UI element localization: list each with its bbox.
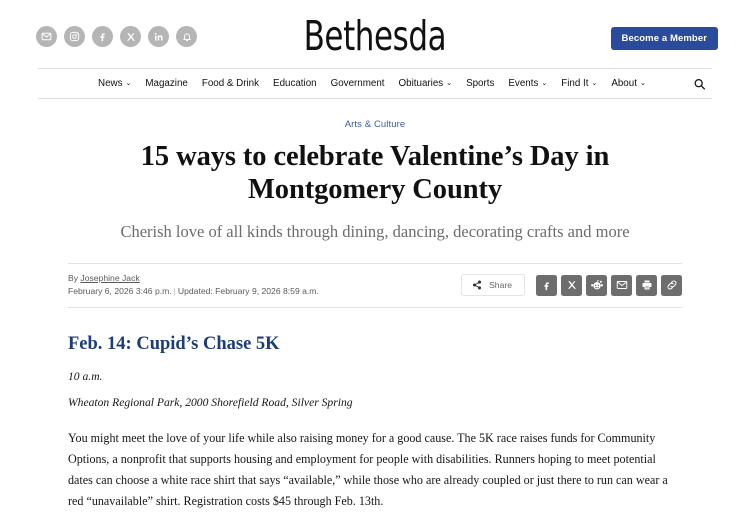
nav-item-events[interactable]: [508, 78, 547, 89]
nav-label: Magazine: [145, 78, 188, 89]
byline-author-line: [68, 272, 319, 285]
nav-item-obituaries[interactable]: [399, 78, 453, 89]
search-icon[interactable]: [693, 77, 706, 90]
section-heading[interactable]: Feb. 14: Cupid’s Chase 5K: [68, 333, 280, 354]
chevron-down-icon: ⌄: [541, 79, 548, 87]
share-x-button[interactable]: [561, 275, 582, 296]
main-navigation: [38, 68, 712, 99]
share-icon: [472, 280, 482, 290]
event-location: Wheaton Regional Park, 2000 Shorefield Road, Silver Spring: [68, 396, 353, 410]
nav-label: Education: [273, 78, 317, 89]
byline: [68, 272, 319, 299]
share-copy-link-button[interactable]: [661, 275, 682, 296]
reddit-icon: [591, 279, 603, 291]
link-icon: [666, 279, 678, 291]
share-print-button[interactable]: [636, 275, 657, 296]
article-category-link[interactable]: Arts & Culture: [344, 119, 406, 130]
facebook-icon[interactable]: [92, 26, 113, 47]
nav-item-food-and-drink[interactable]: [202, 78, 259, 89]
nav-label: Events: [508, 78, 539, 89]
share-reddit-button[interactable]: [586, 275, 607, 296]
site-logo[interactable]: Bethesda: [303, 12, 447, 60]
chevron-down-icon: ⌄: [125, 79, 132, 87]
email-icon[interactable]: [36, 26, 57, 47]
author-link[interactable]: Josephine Jack: [80, 273, 140, 284]
share-facebook-button[interactable]: [536, 275, 557, 296]
email-icon: [616, 279, 628, 291]
instagram-icon[interactable]: [64, 26, 85, 47]
nav-label: Government: [330, 78, 385, 89]
byline-separator: |: [173, 286, 176, 297]
updated-timestamp: Updated: February 9, 2026 8:59 a.m.: [177, 286, 319, 297]
share-email-button[interactable]: [611, 275, 632, 296]
nav-item-find-it[interactable]: [561, 78, 597, 89]
facebook-icon: [541, 280, 552, 291]
site-masthead: [0, 0, 750, 68]
page-title: 15 ways to celebrate Valentine’s Day in Montgomery County: [140, 141, 610, 206]
nav-item-education[interactable]: [273, 78, 317, 89]
nav-item-news[interactable]: [98, 78, 131, 89]
social-links: [36, 26, 197, 47]
article: [0, 119, 750, 512]
x-twitter-icon: [567, 280, 577, 290]
nav-label: About: [611, 78, 637, 89]
x-twitter-icon[interactable]: [120, 26, 141, 47]
nav-label: News: [98, 78, 123, 89]
byline-bar: [68, 263, 682, 308]
chevron-down-icon: ⌄: [591, 79, 598, 87]
linkedin-icon[interactable]: [148, 26, 169, 47]
event-time: 10 a.m.: [68, 369, 103, 383]
nav-item-list: [98, 78, 646, 89]
byline-prefix: By: [68, 273, 79, 284]
byline-timestamps: [68, 285, 319, 298]
share-bar: [461, 274, 682, 296]
nav-item-about[interactable]: [611, 78, 645, 89]
nav-item-government[interactable]: [331, 78, 385, 89]
published-timestamp: February 6, 2026 3:46 p.m.: [68, 286, 172, 297]
printer-icon: [641, 279, 653, 291]
share-label: Share: [489, 280, 512, 291]
nav-label: Food & Drink: [201, 78, 260, 89]
chevron-down-icon: ⌄: [639, 79, 646, 87]
nav-item-magazine[interactable]: [145, 78, 187, 89]
article-subtitle: Cherish love of all kinds through dining, dancing, decorating crafts and more: [120, 221, 630, 241]
nav-item-sports[interactable]: [466, 78, 494, 89]
nav-label: Sports: [466, 78, 495, 89]
share-icon-group: [536, 275, 682, 296]
share-button[interactable]: [461, 274, 525, 296]
chevron-down-icon: ⌄: [446, 79, 453, 87]
bell-icon[interactable]: [176, 26, 197, 47]
nav-label: Find It: [561, 78, 589, 89]
article-paragraph: You might meet the love of your life while also raising money for a good cause. The 5K race raises funds for Community Options, a nonprofit that supports housing and employment for people with disabilities. Runners hoping to meet potential dates can choose a white race shirt that says “available,” while those who are already coupled or just there to run can wear a red “unavailable” shirt. Registration costs $45 through Feb. 13th.: [68, 431, 668, 508]
become-a-member-button[interactable]: Become a Member: [611, 27, 718, 50]
nav-label: Obituaries: [398, 78, 444, 89]
